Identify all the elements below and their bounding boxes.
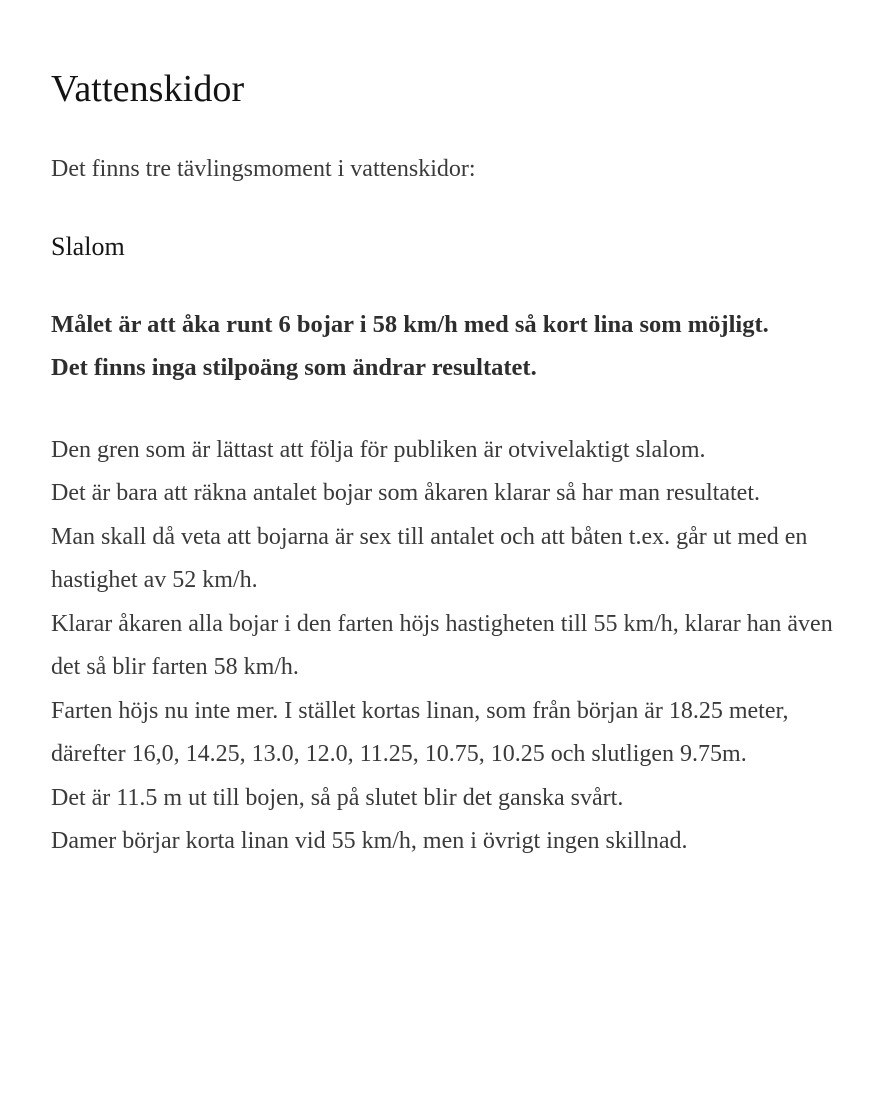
body-paragraph-block bbox=[51, 389, 855, 864]
lead-bold-line-2: Det finns inga stilpoäng som ändrar resultatet. bbox=[51, 353, 537, 381]
body-line-3: Man skall då veta att bojarna är sex till antalet och att båten t.ex. går ut med en hastighet av 52 km/h. bbox=[51, 523, 808, 594]
body-line-7: Det är 11.5 m ut till bojen, så på slutet blir det ganska svårt. bbox=[51, 784, 624, 811]
body-line-8: Damer börjar korta linan vid 55 km/h, men i övrigt ingen skillnad. bbox=[51, 828, 688, 855]
section-heading-slalom: Slalom bbox=[51, 231, 125, 261]
body-line-6: därefter 16,0, 14.25, 13.0, 12.0, 11.25, 10.75, 10.25 och slutligen 9.75m. bbox=[51, 741, 747, 768]
page-title: Vattenskidor bbox=[51, 68, 245, 110]
lead-bold-line-1: Målet är att åka runt 6 bojar i 58 km/h med så kort lina som möjligt. bbox=[51, 310, 769, 338]
lead-bold-paragraph bbox=[51, 265, 841, 389]
intro-paragraph: Det finns tre tävlingsmoment i vattenskidor: bbox=[51, 155, 476, 182]
body-line-4: Klarar åkaren alla bojar i den farten höjs hastigheten till 55 km/h, klarar han även det så blir farten 58 km/h. bbox=[51, 610, 833, 681]
body-line-2: Det är bara att räkna antalet bojar som åkaren klarar så har man resultatet. bbox=[51, 480, 760, 507]
body-line-1: Den gren som är lättast att följa för publiken är otvivelaktigt slalom. bbox=[51, 436, 706, 463]
body-line-5: Farten höjs nu inte mer. I stället kortas linan, som från början är 18.25 meter, bbox=[51, 697, 789, 724]
